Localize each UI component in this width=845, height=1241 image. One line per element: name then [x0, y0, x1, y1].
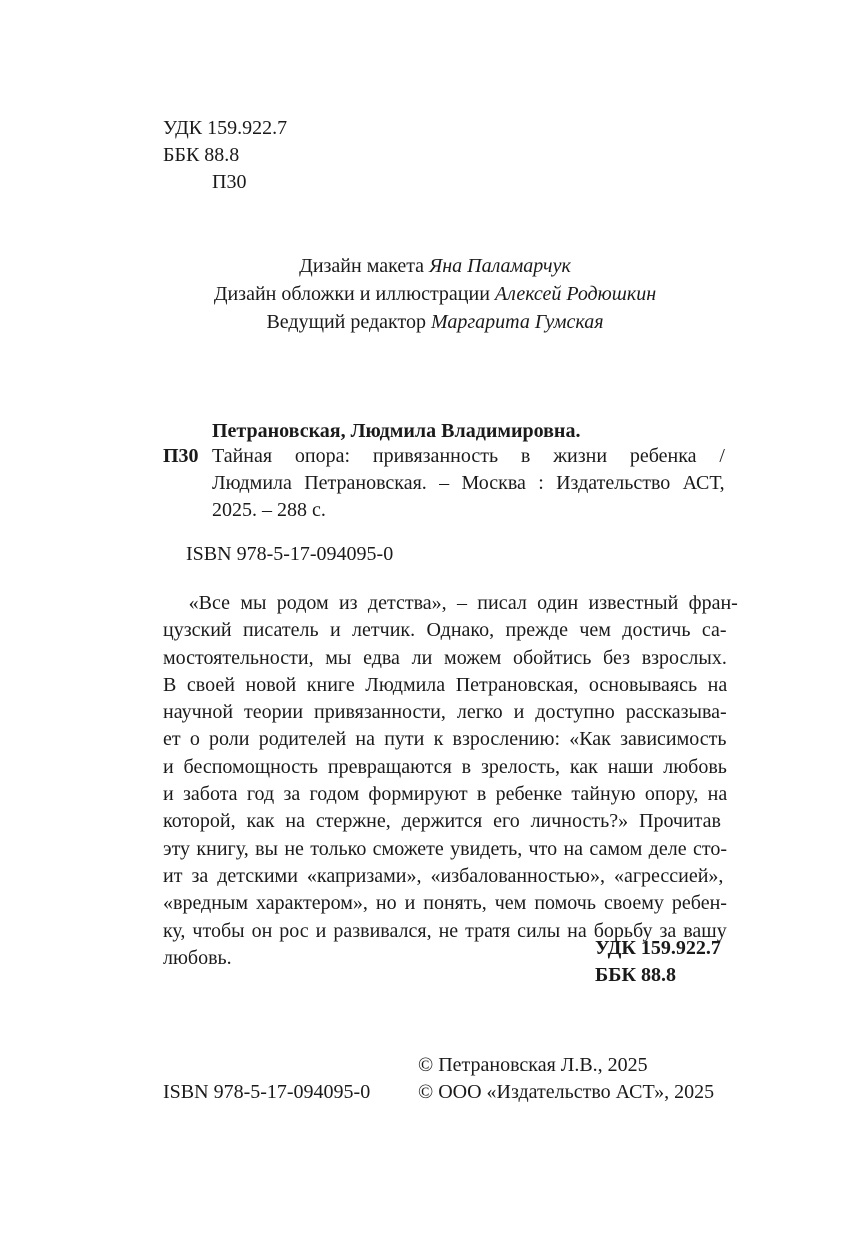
- credit-lead-editor: [140, 308, 730, 336]
- bbk-code: ББК 88.8: [163, 144, 240, 166]
- record-year-pages: 2025. – 288 с.: [212, 499, 326, 521]
- record-word: /: [719, 445, 725, 467]
- annotation-line: любовь.: [163, 946, 232, 969]
- credit-role: Дизайн макета: [299, 255, 425, 277]
- credit-person: Яна Паламарчук: [429, 255, 571, 277]
- isbn-bottom: ISBN 978-5-17-094095-0: [163, 1081, 371, 1103]
- credits-block: [140, 252, 730, 336]
- author-sign: П30: [212, 171, 247, 193]
- annotation-line: «вредным характером», но и понять, чем помочь своему ребен-: [163, 892, 727, 915]
- annotation-line-text: «Все мы родом из детства», – писал один известный фран-: [163, 592, 738, 614]
- credit-role: Дизайн обложки и иллюстрации: [213, 283, 490, 305]
- record-description: [212, 443, 725, 524]
- annotation-line: В своей новой книге Людмила Петрановская, основываясь на: [163, 673, 728, 696]
- record-word: в: [520, 445, 531, 467]
- record-publisher-line: Людмила Петрановская. – Москва : Издательство АСТ,: [212, 472, 725, 494]
- credit-person: Маргарита Гумская: [430, 311, 604, 333]
- record-word: жизни: [553, 445, 608, 467]
- record-word: опора:: [294, 445, 351, 467]
- isbn: ISBN 978-5-17-094095-0: [186, 543, 394, 565]
- copyright-author: © Петрановская Л.В., 2025: [418, 1054, 648, 1076]
- annotation-line: цузский писатель и летчик. Однако, прежде чем достичь са-: [163, 619, 727, 642]
- annotation-line: научной теории привязанности, легко и доступно рассказыва-: [163, 701, 727, 724]
- annotation-line: мостоятельности, мы едва ли можем обойтись без взрослых.: [163, 646, 727, 669]
- udk-code-bold: УДК 159.922.7: [595, 937, 721, 959]
- annotation-line: и беспомощность превращаются в зрелость, как наши любовь: [163, 755, 727, 778]
- credit-role: Ведущий редактор: [266, 311, 426, 333]
- record-title-line: [212, 443, 725, 470]
- annotation-line: [163, 590, 738, 617]
- annotation-line: эту книгу, вы не только сможете увидеть, что на самом деле сто-: [163, 837, 727, 860]
- annotation-line: ит за детскими «капризами», «избалованностью», «агрессией»,: [163, 864, 724, 887]
- bbk-code-bold: ББК 88.8: [595, 964, 676, 986]
- credit-cover-design: [140, 280, 730, 308]
- record-author-sign: П30: [163, 445, 199, 467]
- annotation-line: ет о роли родителей на пути к взрослению: «Как зависимость: [163, 728, 727, 751]
- record-author: Петрановская, Людмила Владимировна.: [212, 420, 581, 442]
- annotation-line: которой, как на стержне, держится его личность?» Прочитав: [163, 810, 721, 833]
- annotation: [163, 590, 738, 972]
- record-word: привязанность: [372, 445, 499, 467]
- record-word: Тайная: [212, 445, 273, 467]
- udk-code: УДК 159.922.7: [163, 117, 288, 139]
- annotation-line: ку, чтобы он рос и развивался, не тратя силы на борьбу за вашу: [163, 919, 727, 942]
- annotation-line: и забота год за годом формируют в ребенке тайную опору, на: [163, 783, 728, 806]
- credit-layout-design: [140, 252, 730, 280]
- credit-person: Алексей Родюшкин: [494, 283, 657, 305]
- copyright-publisher: © ООО «Издательство АСТ», 2025: [418, 1081, 715, 1103]
- record-word: ребенка: [629, 445, 697, 467]
